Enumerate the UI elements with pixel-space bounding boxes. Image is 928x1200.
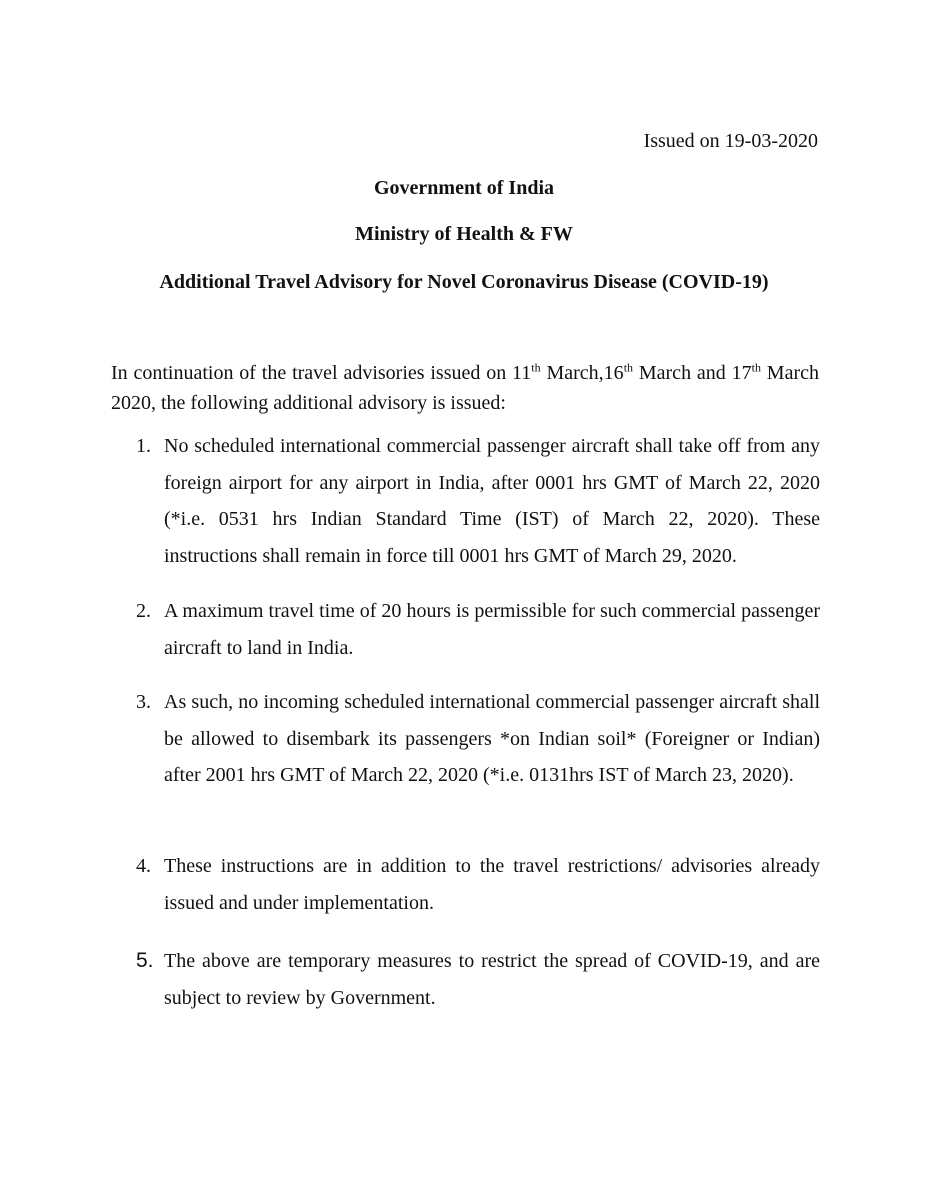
intro-text: In continuation of the travel advisories issued on 11: [111, 362, 532, 384]
government-heading: Government of India: [374, 177, 554, 199]
advisory-title: Additional Travel Advisory for Novel Coronavirus Disease (COVID-19): [159, 271, 769, 293]
advisory-item: [110, 943, 820, 1016]
intro-paragraph: [111, 358, 819, 418]
item-text: As such, no incoming scheduled international commercial passenger aircraft shall be allowed to disembark its passengers *on Indian soil* (Foreigner or Indian) after 2001 hrs GMT of March 22, 2020 (*i.e. 0131hrs IST of March 23, 2020).: [164, 691, 820, 786]
intro-superscript: th: [623, 360, 634, 375]
issue-date: Issued on 19-03-2020: [643, 130, 818, 152]
item-text: These instructions are in addition to the travel restrictions/ advisories already issued and under implementation.: [164, 855, 820, 914]
item-number: 5.: [136, 949, 154, 972]
intro-text: March 2020, the following additional advisory is issued:: [111, 362, 820, 414]
intro-text: March,16: [540, 362, 624, 384]
intro-superscript: th: [751, 360, 761, 375]
item-text: The above are temporary measures to restrict the spread of COVID-19, and are subject to review by Government.: [164, 950, 820, 1009]
ministry-heading: Ministry of Health & FW: [355, 223, 573, 245]
item-text: A maximum travel time of 20 hours is permissible for such commercial passenger aircraft to land in India.: [164, 600, 820, 659]
item-text: No scheduled international commercial passenger aircraft shall take off from any foreign airport for any airport in India, after 0001 hrs GMT of March 22, 2020 (*i.e. 0531 hrs Indian Standard Time (IST) of March 22, 2020). These instructions shall remain in force till 0001 hrs GMT of March 29, 2020.: [164, 435, 820, 567]
advisory-item: [110, 428, 820, 574]
advisory-item: [110, 848, 820, 921]
item-number: 1.: [136, 435, 151, 457]
advisory-item: [110, 684, 820, 794]
item-number: 4.: [136, 855, 151, 877]
intro-superscript: th: [531, 360, 541, 375]
intro-text: March and 17: [633, 362, 752, 384]
item-number: 3.: [136, 691, 151, 713]
item-number: 2.: [136, 600, 151, 622]
advisory-item: [110, 593, 820, 666]
